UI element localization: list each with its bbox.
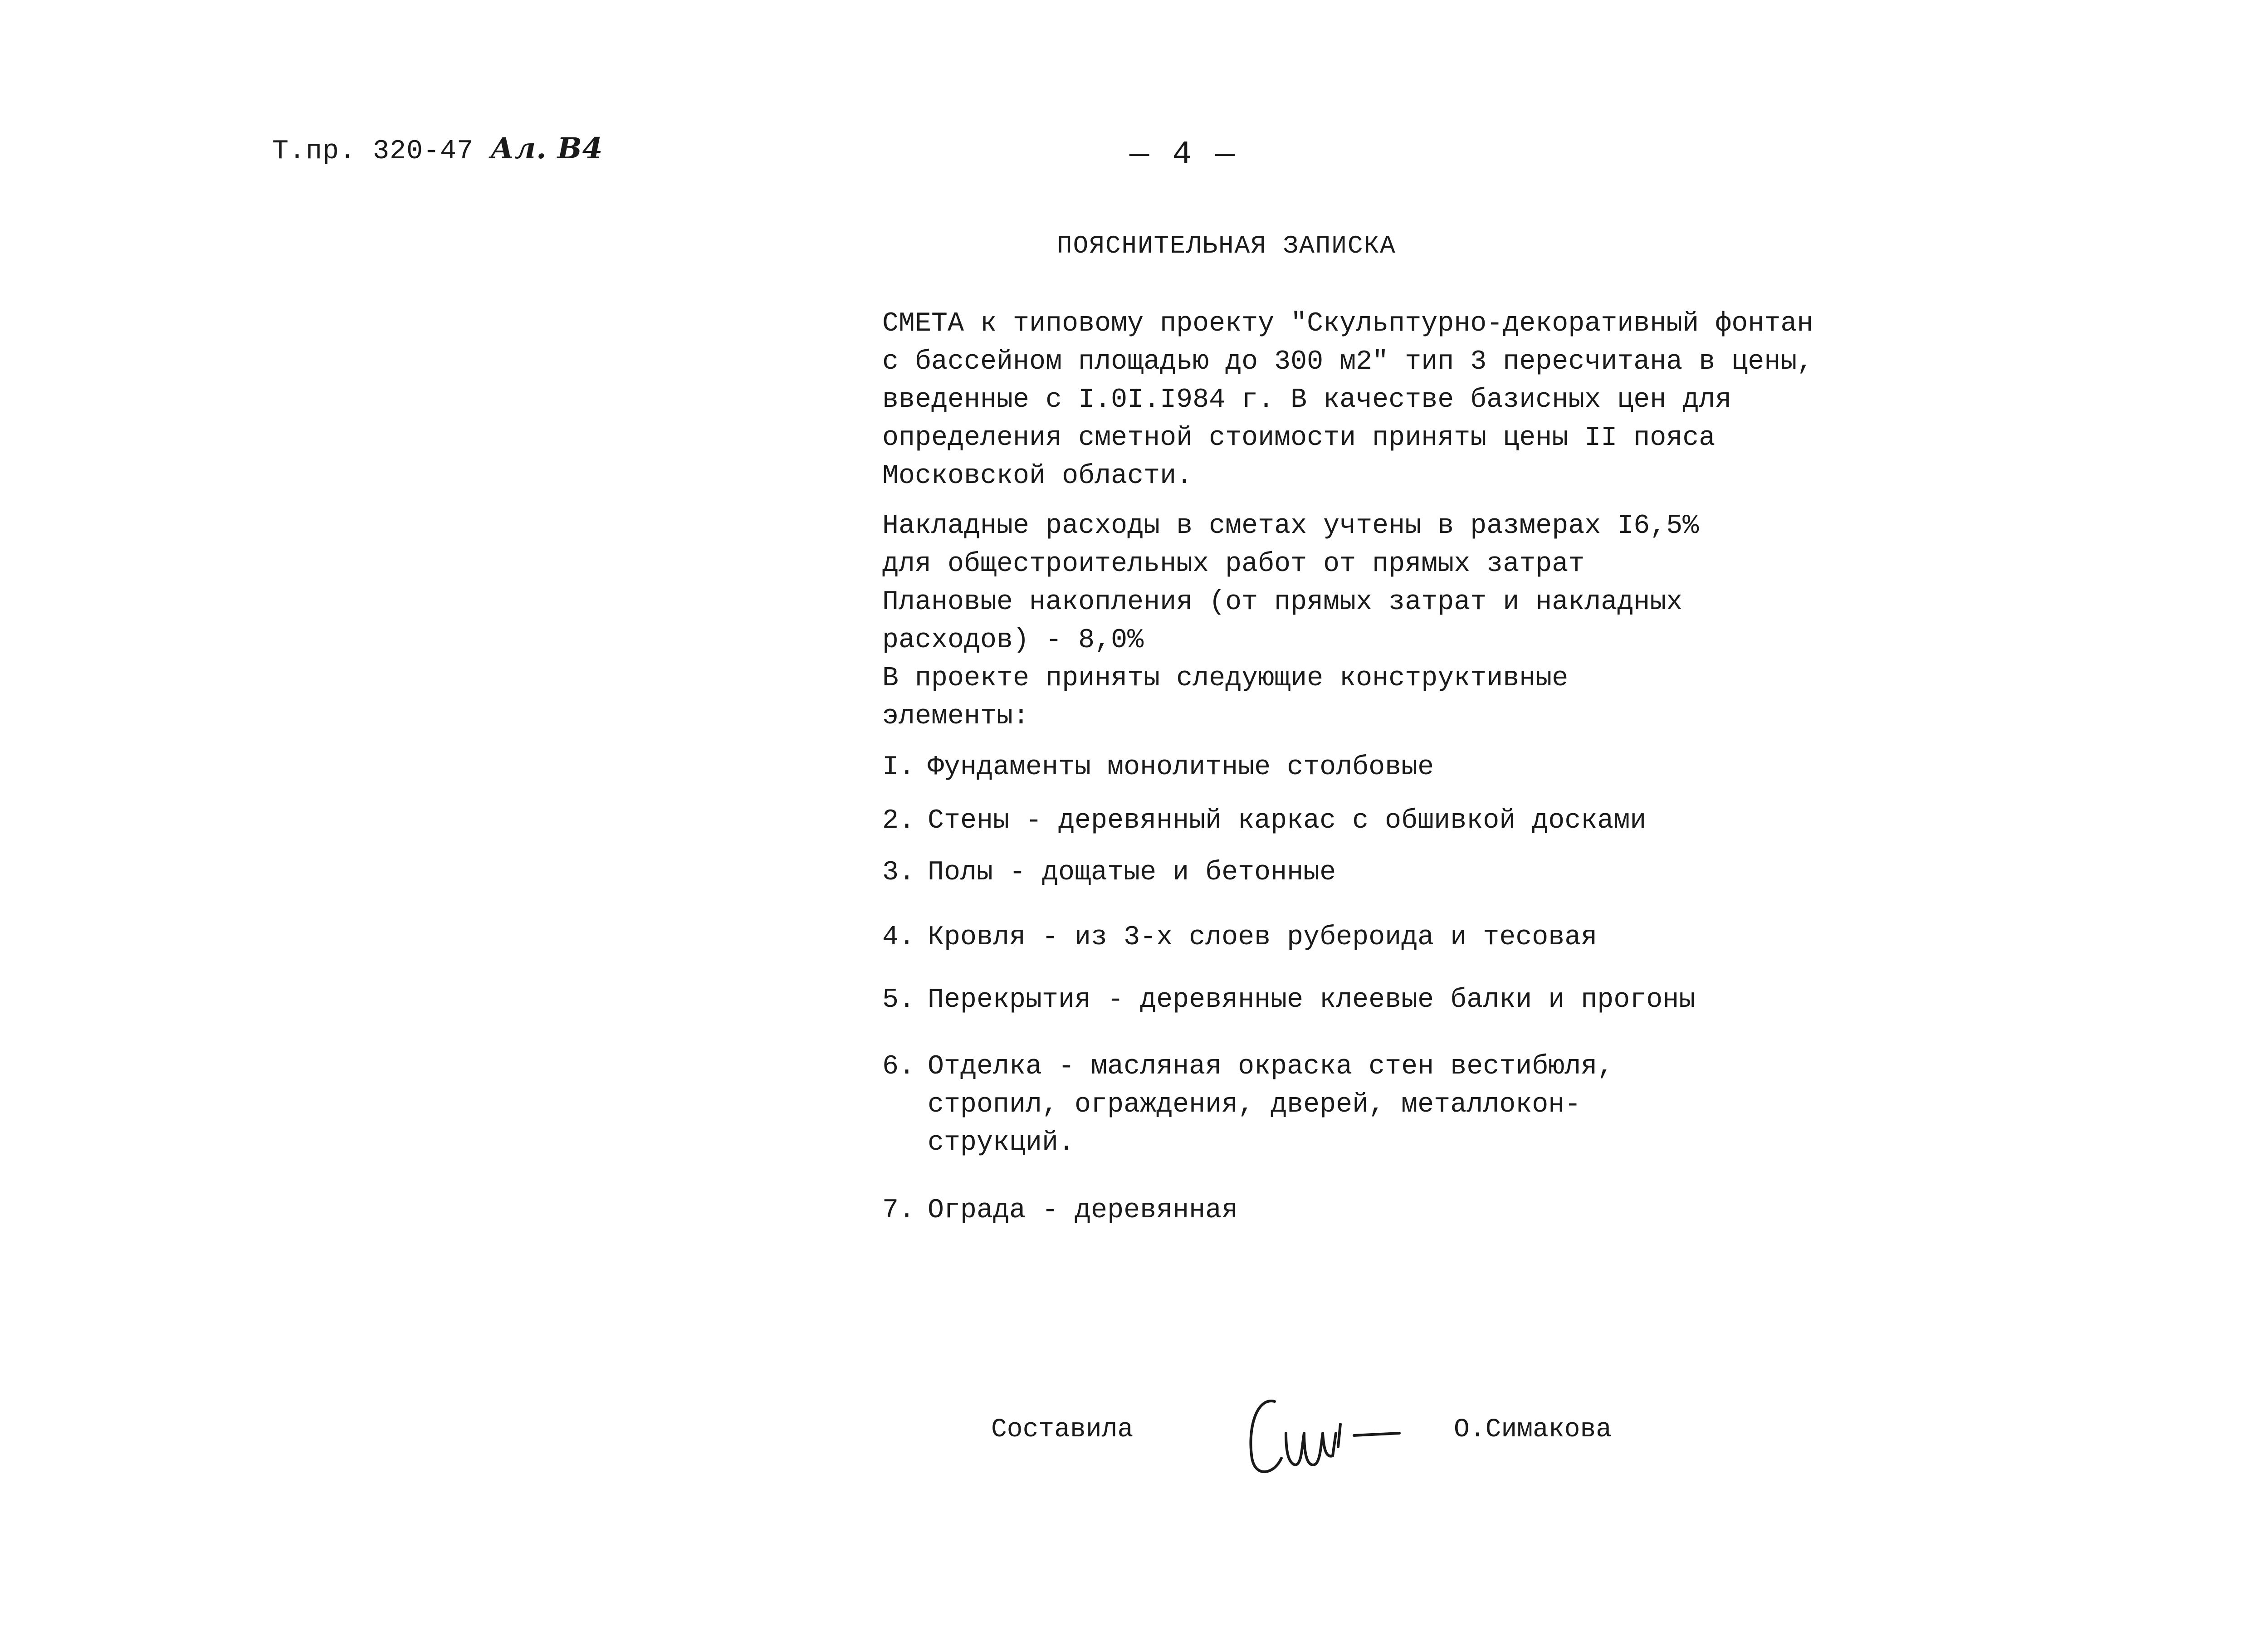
overhead-paragraph <box>882 507 1699 736</box>
list-item-number: I. <box>882 752 915 783</box>
text-line: определения сметной стоимости приняты цены II пояса <box>882 423 1716 454</box>
signer-name: О.Симакова <box>1454 1415 1612 1445</box>
list-item-text: Стены - деревянный каркас с обшивкой досками <box>928 805 1647 836</box>
list-item <box>882 918 1597 957</box>
page-number: — 4 — <box>1129 136 1237 173</box>
text-line: расходов) - 8,0% <box>882 625 1144 656</box>
list-item-text: Кровля - из 3-х слоев рубероида и тесовая <box>928 922 1598 953</box>
text-line: СМЕТА к типовому проекту "Скульптурно-декоративный фонтан <box>882 308 1813 339</box>
intro-paragraph <box>882 305 1813 495</box>
list-item-number: 6. <box>882 1051 915 1082</box>
list-item-number: 2. <box>882 805 915 836</box>
list-item <box>882 981 1695 1019</box>
list-item-number: 5. <box>882 985 915 1015</box>
page-title: ПОЯСНИТЕЛЬНАЯ ЗАПИСКА <box>1057 231 1396 260</box>
text-line: Плановые накопления (от прямых затрат и накладных <box>882 587 1683 618</box>
text-line: введенные с I.0I.I984 г. В качестве базисных цен для <box>882 385 1732 415</box>
text-line: В проекте приняты следующие конструктивные <box>882 663 1569 694</box>
list-item-number: 4. <box>882 922 915 953</box>
list-item <box>882 1048 1613 1162</box>
list-item-text-continued: струкций. <box>928 1127 1075 1158</box>
document-code-typed: Т.пр. 320-47 <box>272 136 474 167</box>
text-line: Накладные расходы в сметах учтены в размерах I6,5% <box>882 511 1699 542</box>
list-item-number: 7. <box>882 1195 915 1226</box>
list-item-number: 3. <box>882 857 915 888</box>
text-line: Московской области. <box>882 461 1193 492</box>
list-item-text: Фундаменты монолитные столбовые <box>928 752 1434 783</box>
list-item-text: Перекрытия - деревянные клеевые балки и прогоны <box>928 985 1696 1015</box>
list-item-text: Ограда - деревянная <box>928 1195 1238 1226</box>
list-item-text: Отделка - масляная окраска стен вестибюля, <box>928 1051 1614 1082</box>
list-item <box>882 748 1434 786</box>
text-line: элементы: <box>882 701 1030 732</box>
text-line: для общестроительных работ от прямых затрат <box>882 549 1585 580</box>
list-item-text: Полы - дощатые и бетонные <box>928 857 1336 888</box>
document-code <box>272 132 603 167</box>
text-line: с бассейном площадью до 300 м2" тип 3 пересчитана в цены, <box>882 347 1813 377</box>
document-code-handwritten: Ал. В4 <box>490 132 603 166</box>
list-item-text-continued: стропил, ограждения, дверей, металлокон- <box>928 1089 1581 1120</box>
list-item <box>882 1191 1238 1230</box>
list-item <box>882 802 1646 840</box>
handwritten-signature <box>1243 1379 1415 1488</box>
compiled-by-label: Составила <box>991 1415 1134 1445</box>
list-item <box>882 854 1336 892</box>
